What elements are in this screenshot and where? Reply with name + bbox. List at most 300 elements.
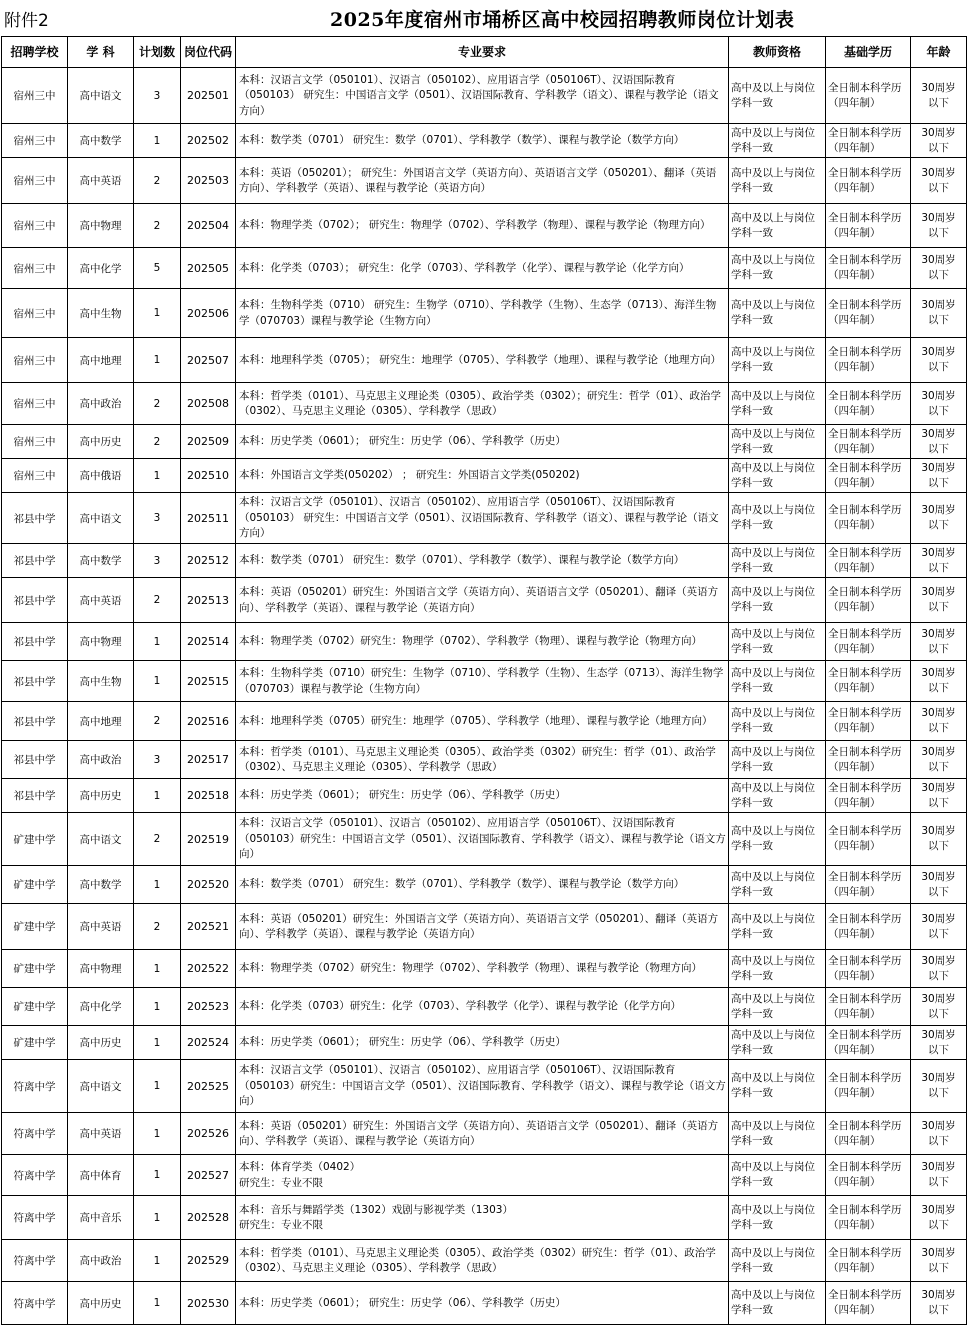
- cell-requirement-text: 本科：化学类（0703）； 研究生：化学（0703）、学科教学（化学）、课程与教学论（化学方向）: [239, 261, 690, 274]
- cell-count: 2: [134, 578, 181, 623]
- cell-qualification: [729, 1113, 826, 1155]
- cell-school: 祁县中学: [2, 741, 68, 779]
- cell-count: 1: [134, 779, 181, 813]
- cell-subject: 高中体育: [68, 1155, 134, 1196]
- cell-requirement: [236, 1026, 729, 1060]
- cell-count: 2: [134, 425, 181, 459]
- cell-school: 宿州三中: [2, 338, 68, 383]
- cell-education: [826, 124, 911, 158]
- cell-count: 2: [134, 204, 181, 248]
- cell-requirement-text: 本科：历史学类（0601）； 研究生：历史学（06）、学科教学（历史）: [239, 1036, 566, 1049]
- cell-requirement: [236, 1155, 729, 1196]
- cell-school: 祁县中学: [2, 702, 68, 741]
- cell-qualification-text: 高中及以上与岗位学科一致: [731, 1203, 815, 1231]
- cell-school: 符离中学: [2, 1282, 68, 1325]
- cell-qualification: [729, 866, 826, 904]
- cell-requirement-text: 本科：体育学类（0402） 研究生：专业不限: [239, 1161, 361, 1189]
- table-row: [2, 1026, 967, 1060]
- cell-count: 3: [134, 68, 181, 124]
- cell-subject: 高中历史: [68, 425, 134, 459]
- table-row: [2, 578, 967, 623]
- cell-education-text: 全日制本科学历（四年制）: [828, 992, 902, 1020]
- table-body: [2, 68, 967, 1325]
- cell-code: 202522: [181, 950, 236, 988]
- cell-requirement: [236, 1282, 729, 1325]
- cell-education: [826, 1026, 911, 1060]
- cell-qualification: [729, 383, 826, 425]
- cell-age-text: 30周岁以下: [921, 299, 956, 326]
- cell-count: 1: [134, 459, 181, 493]
- cell-qualification: [729, 623, 826, 661]
- cell-school: 矿建中学: [2, 813, 68, 866]
- table-row: [2, 158, 967, 204]
- table-row: [2, 741, 967, 779]
- cell-education-text: 全日制本科学历（四年制）: [828, 707, 902, 734]
- cell-qualification: [729, 425, 826, 459]
- cell-qualification: [729, 950, 826, 988]
- cell-education-text: 全日制本科学历（四年制）: [828, 211, 902, 239]
- cell-qualification: [729, 1282, 826, 1325]
- cell-code: 202526: [181, 1113, 236, 1155]
- cell-requirement-text: 本科：地理科学类（0705）； 研究生：地理学（0705）、学科教学（地理）、课程与教学论（地理方向）: [239, 353, 722, 366]
- cell-age-text: 30周岁以下: [921, 126, 956, 154]
- cell-requirement-text: 本科：哲学类（0101）、马克思主义理论类（0305）、政治学类（0302）研究生：哲学（01）、政治学（0302）、马克思主义理论（0305）、学科教学（思政）: [239, 1246, 716, 1274]
- cell-school: 符离中学: [2, 1113, 68, 1155]
- cell-requirement: [236, 68, 729, 124]
- table-row: [2, 459, 967, 493]
- table-row: [2, 950, 967, 988]
- cell-qualification: [729, 204, 826, 248]
- cell-requirement-text: 本科：英语（050201）研究生：外国语言文学（英语方向）、英语语言文学（050201）、翻译（英语方向）、学科教学（英语）、课程与教学论（英语方向）: [239, 1119, 719, 1147]
- cell-age-text: 30周岁以下: [921, 1119, 956, 1147]
- cell-education: [826, 661, 911, 702]
- cell-requirement: [236, 988, 729, 1026]
- cell-school: 符离中学: [2, 1060, 68, 1113]
- cell-education-text: 全日制本科学历（四年制）: [828, 1161, 902, 1188]
- cell-qualification-text: 高中及以上与岗位学科一致: [731, 707, 815, 734]
- cell-subject: 高中生物: [68, 289, 134, 338]
- cell-qualification-text: 高中及以上与岗位学科一致: [731, 627, 815, 655]
- cell-school: 符离中学: [2, 1155, 68, 1196]
- cell-requirement: [236, 813, 729, 866]
- cell-education-text: 全日制本科学历（四年制）: [828, 389, 902, 417]
- cell-qualification: [729, 661, 826, 702]
- cell-requirement: [236, 124, 729, 158]
- cell-code: 202507: [181, 338, 236, 383]
- cell-education: [826, 1155, 911, 1196]
- cell-requirement-text: 本科：化学类（0703）研究生：化学（0703）、学科教学（化学）、课程与教学论（化学方向）: [239, 1000, 681, 1013]
- cell-education: [826, 338, 911, 383]
- cell-requirement: [236, 544, 729, 578]
- cell-requirement-text: 本科：数学类（0701） 研究生：数学（0701）、学科教学（数学）、课程与教学论（数学方向）: [239, 134, 685, 147]
- cell-qualification: [729, 493, 826, 544]
- table-row: [2, 661, 967, 702]
- cell-requirement: [236, 493, 729, 544]
- cell-qualification-text: 高中及以上与岗位学科一致: [731, 126, 815, 154]
- cell-education: [826, 702, 911, 741]
- cell-requirement-text: 本科：地理科学类（0705）研究生：地理学（0705）、学科教学（地理）、课程与教学论（地理方向）: [239, 714, 713, 727]
- cell-education-text: 全日制本科学历（四年制）: [828, 1072, 902, 1099]
- cell-requirement-text: 本科：英语（050201）； 研究生：外国语言文学（英语方向）、英语语言文学（050201）、翻译（英语方向）、学科教学（英语）、课程与教学论（英语方向）: [239, 166, 717, 194]
- cell-age: [911, 1240, 967, 1282]
- cell-requirement: [236, 779, 729, 813]
- cell-age-text: 30周岁以下: [921, 211, 956, 239]
- cell-code: 202510: [181, 459, 236, 493]
- cell-count: 1: [134, 661, 181, 702]
- cell-subject: 高中英语: [68, 158, 134, 204]
- table-row: [2, 623, 967, 661]
- cell-qualification-text: 高中及以上与岗位学科一致: [731, 781, 815, 809]
- cell-count: 1: [134, 1282, 181, 1325]
- cell-requirement: [236, 904, 729, 950]
- cell-qualification-text: 高中及以上与岗位学科一致: [731, 870, 815, 898]
- cell-requirement-text: 本科：历史学类（0601）； 研究生：历史学（06）、学科教学（历史）: [239, 435, 566, 448]
- cell-qualification-text: 高中及以上与岗位学科一致: [731, 389, 815, 417]
- cell-code: 202529: [181, 1240, 236, 1282]
- cell-qualification-text: 高中及以上与岗位学科一致: [731, 912, 815, 940]
- cell-age: [911, 950, 967, 988]
- cell-count: 1: [134, 950, 181, 988]
- cell-requirement: [236, 338, 729, 383]
- cell-count: 2: [134, 702, 181, 741]
- cell-subject: 高中语文: [68, 68, 134, 124]
- cell-qualification: [729, 904, 826, 950]
- cell-code: 202515: [181, 661, 236, 702]
- cell-requirement: [236, 578, 729, 623]
- cell-code: 202525: [181, 1060, 236, 1113]
- cell-education: [826, 544, 911, 578]
- cell-requirement-text: 本科：哲学类（0101）、马克思主义理论类（0305）、政治学类（0302）；研究生：哲学（01）、政治学（0302）、马克思主义理论（0305）、学科教学（思政）: [239, 389, 722, 417]
- cell-code: 202512: [181, 544, 236, 578]
- cell-requirement-text: 本科：外国语言文学类(050202） ； 研究生：外国语言文学类(050202): [239, 469, 580, 482]
- cell-age: [911, 459, 967, 493]
- cell-school: 矿建中学: [2, 1026, 68, 1060]
- cell-education-text: 全日制本科学历（四年制）: [828, 745, 902, 773]
- cell-education: [826, 988, 911, 1026]
- cell-education: [826, 741, 911, 779]
- cell-requirement-text: 本科：数学类（0701） 研究生：数学（0701）、学科教学（数学）、课程与教学论（数学方向）: [239, 554, 685, 567]
- cell-education: [826, 493, 911, 544]
- cell-qualification-text: 高中及以上与岗位学科一致: [731, 1072, 815, 1099]
- cell-count: 2: [134, 383, 181, 425]
- cell-school: 宿州三中: [2, 383, 68, 425]
- cell-qualification-text: 高中及以上与岗位学科一致: [731, 1289, 815, 1316]
- cell-code: 202527: [181, 1155, 236, 1196]
- cell-school: 祁县中学: [2, 493, 68, 544]
- cell-code: 202513: [181, 578, 236, 623]
- cell-requirement-text: 本科：英语（050201）研究生：外国语言文学（英语方向）、英语语言文学（050201）、翻译（英语方向）、学科教学（英语）、课程与教学论（英语方向）: [239, 912, 719, 940]
- cell-requirement: [236, 866, 729, 904]
- cell-subject: 高中英语: [68, 1113, 134, 1155]
- cell-count: 3: [134, 544, 181, 578]
- cell-age-text: 30周岁以下: [921, 81, 956, 109]
- cell-school: 祁县中学: [2, 779, 68, 813]
- cell-school: 宿州三中: [2, 425, 68, 459]
- cell-age: [911, 248, 967, 289]
- cell-education: [826, 425, 911, 459]
- cell-age-text: 30周岁以下: [921, 627, 956, 655]
- cell-requirement-text: 本科：汉语言文学（050101）、汉语言（050102）、应用语言学（050106T）、汉语国际教育（050103） 研究生：中国语言文学（0501）、汉语国际教育、学科教学（语文）、课程与教学论（语文方向）: [239, 496, 719, 540]
- cell-subject: 高中生物: [68, 661, 134, 702]
- cell-age-text: 30周岁以下: [921, 1161, 956, 1188]
- cell-education-text: 全日制本科学历（四年制）: [828, 1203, 902, 1231]
- cell-education-text: 全日制本科学历（四年制）: [828, 627, 902, 655]
- cell-qualification: [729, 289, 826, 338]
- cell-school: 矿建中学: [2, 988, 68, 1026]
- cell-age-text: 30周岁以下: [921, 707, 956, 734]
- cell-education-text: 全日制本科学历（四年制）: [828, 1028, 902, 1056]
- cell-age: [911, 1155, 967, 1196]
- header-count: 计划数: [134, 37, 181, 68]
- header-requirement: 专业要求: [236, 37, 729, 68]
- cell-requirement: [236, 383, 729, 425]
- cell-age-text: 30周岁以下: [921, 1246, 956, 1274]
- cell-qualification: [729, 68, 826, 124]
- cell-school: 祁县中学: [2, 623, 68, 661]
- table-row: [2, 779, 967, 813]
- cell-age: [911, 813, 967, 866]
- cell-qualification-text: 高中及以上与岗位学科一致: [731, 1119, 815, 1147]
- cell-age: [911, 289, 967, 338]
- table-row: [2, 1113, 967, 1155]
- cell-requirement-text: 本科：汉语言文学（050101）、汉语言（050102）、应用语言学（050106T）、汉语国际教育（050103） 研究生：中国语言文学（0501）、汉语国际教育、学科教学（语文）、课程与教学论（语文方向）: [239, 73, 719, 117]
- cell-qualification: [729, 741, 826, 779]
- table-row: [2, 1155, 967, 1196]
- cell-age-text: 30周岁以下: [921, 954, 956, 982]
- cell-age-text: 30周岁以下: [921, 166, 956, 194]
- cell-count: 1: [134, 623, 181, 661]
- cell-count: 5: [134, 248, 181, 289]
- cell-qualification-text: 高中及以上与岗位学科一致: [731, 254, 815, 281]
- table-row: [2, 1282, 967, 1325]
- cell-qualification: [729, 459, 826, 493]
- cell-code: 202518: [181, 779, 236, 813]
- cell-qualification: [729, 544, 826, 578]
- cell-age: [911, 204, 967, 248]
- cell-requirement: [236, 459, 729, 493]
- cell-education-text: 全日制本科学历（四年制）: [828, 781, 902, 809]
- cell-qualification: [729, 1060, 826, 1113]
- cell-age: [911, 1282, 967, 1325]
- cell-qualification-text: 高中及以上与岗位学科一致: [731, 1161, 815, 1188]
- cell-education: [826, 383, 911, 425]
- cell-education-text: 全日制本科学历（四年制）: [828, 1289, 902, 1316]
- cell-age: [911, 578, 967, 623]
- cell-qualification-text: 高中及以上与岗位学科一致: [731, 825, 815, 852]
- cell-subject: 高中地理: [68, 338, 134, 383]
- cell-count: 1: [134, 338, 181, 383]
- cell-subject: 高中政治: [68, 741, 134, 779]
- cell-qualification: [729, 158, 826, 204]
- cell-requirement-text: 本科：生物科学类（0710）研究生：生物学（0710）、学科教学（生物）、生态学（0713）、海洋生物学（070703）课程与教学论（生物方向）: [239, 667, 724, 695]
- cell-qualification: [729, 1155, 826, 1196]
- title-bar: [0, 0, 967, 36]
- cell-qualification-text: 高中及以上与岗位学科一致: [731, 667, 815, 694]
- cell-subject: 高中政治: [68, 1240, 134, 1282]
- cell-age: [911, 988, 967, 1026]
- cell-age: [911, 1026, 967, 1060]
- cell-school: 矿建中学: [2, 866, 68, 904]
- cell-education-text: 全日制本科学历（四年制）: [828, 166, 902, 194]
- cell-age: [911, 623, 967, 661]
- cell-education-text: 全日制本科学历（四年制）: [828, 667, 902, 694]
- cell-requirement-text: 本科：物理学类（0702）研究生：物理学（0702）、学科教学（物理）、课程与教学论（物理方向）: [239, 962, 702, 975]
- cell-age-text: 30周岁以下: [921, 912, 956, 940]
- cell-education-text: 全日制本科学历（四年制）: [828, 1246, 902, 1274]
- table-row: [2, 248, 967, 289]
- cell-requirement-text: 本科：历史学类（0601）； 研究生：历史学（06）、学科教学（历史）: [239, 1296, 566, 1309]
- cell-code: 202502: [181, 124, 236, 158]
- cell-requirement: [236, 661, 729, 702]
- cell-code: 202530: [181, 1282, 236, 1325]
- cell-education-text: 全日制本科学历（四年制）: [828, 427, 902, 455]
- table-row: [2, 124, 967, 158]
- cell-code: 202521: [181, 904, 236, 950]
- cell-code: 202508: [181, 383, 236, 425]
- cell-qualification-text: 高中及以上与岗位学科一致: [731, 586, 815, 613]
- cell-age: [911, 1196, 967, 1240]
- cell-age: [911, 741, 967, 779]
- cell-code: 202511: [181, 493, 236, 544]
- cell-qualification: [729, 702, 826, 741]
- cell-education: [826, 779, 911, 813]
- cell-subject: 高中化学: [68, 988, 134, 1026]
- table-row: [2, 1240, 967, 1282]
- cell-subject: 高中物理: [68, 204, 134, 248]
- cell-requirement: [236, 204, 729, 248]
- cell-code: 202503: [181, 158, 236, 204]
- cell-age: [911, 1060, 967, 1113]
- cell-subject: 高中历史: [68, 1282, 134, 1325]
- cell-requirement: [236, 1113, 729, 1155]
- table-row: [2, 425, 967, 459]
- cell-education: [826, 204, 911, 248]
- cell-school: 符离中学: [2, 1196, 68, 1240]
- cell-age-text: 30周岁以下: [921, 389, 956, 417]
- cell-school: 祁县中学: [2, 578, 68, 623]
- cell-education-text: 全日制本科学历（四年制）: [828, 586, 902, 613]
- cell-age-text: 30周岁以下: [921, 781, 956, 809]
- cell-code: 202506: [181, 289, 236, 338]
- cell-age: [911, 1113, 967, 1155]
- cell-requirement: [236, 289, 729, 338]
- cell-education: [826, 158, 911, 204]
- cell-code: 202524: [181, 1026, 236, 1060]
- cell-qualification-text: 高中及以上与岗位学科一致: [731, 1246, 815, 1274]
- cell-code: 202514: [181, 623, 236, 661]
- cell-code: 202516: [181, 702, 236, 741]
- cell-education: [826, 1113, 911, 1155]
- cell-subject: 高中历史: [68, 1026, 134, 1060]
- cell-subject: 高中音乐: [68, 1196, 134, 1240]
- table-row: [2, 702, 967, 741]
- table-header-row: [2, 37, 967, 68]
- cell-education-text: 全日制本科学历（四年制）: [828, 954, 902, 982]
- table-row: [2, 383, 967, 425]
- cell-qualification-text: 高中及以上与岗位学科一致: [731, 81, 815, 109]
- cell-requirement: [236, 1240, 729, 1282]
- cell-count: 2: [134, 158, 181, 204]
- cell-qualification: [729, 248, 826, 289]
- cell-subject: 高中英语: [68, 578, 134, 623]
- header-age: 年龄: [911, 37, 967, 68]
- cell-qualification: [729, 779, 826, 813]
- cell-age-text: 30周岁以下: [921, 667, 956, 694]
- cell-age-text: 30周岁以下: [921, 1203, 956, 1231]
- cell-code: 202517: [181, 741, 236, 779]
- cell-requirement-text: 本科：汉语言文学（050101）、汉语言（050102）、应用语言学（050106T）、汉语国际教育（050103）研究生：中国语言文学（0501）、汉语国际教育、学科教学（语文）、课程与教学论（语文方向）: [239, 1064, 726, 1108]
- cell-education-text: 全日制本科学历（四年制）: [828, 299, 902, 326]
- cell-requirement: [236, 1196, 729, 1240]
- cell-count: 3: [134, 493, 181, 544]
- cell-school: 宿州三中: [2, 204, 68, 248]
- cell-subject: 高中数学: [68, 124, 134, 158]
- cell-code: 202505: [181, 248, 236, 289]
- cell-count: 1: [134, 289, 181, 338]
- cell-education: [826, 68, 911, 124]
- cell-count: 1: [134, 1240, 181, 1282]
- cell-code: 202519: [181, 813, 236, 866]
- cell-count: 1: [134, 1113, 181, 1155]
- cell-school: 符离中学: [2, 1240, 68, 1282]
- table-row: [2, 544, 967, 578]
- cell-qualification-text: 高中及以上与岗位学科一致: [731, 992, 815, 1020]
- header-education: 基础学历: [826, 37, 911, 68]
- cell-subject: 高中数学: [68, 544, 134, 578]
- cell-subject: 高中数学: [68, 866, 134, 904]
- cell-qualification-text: 高中及以上与岗位学科一致: [731, 299, 815, 326]
- cell-subject: 高中化学: [68, 248, 134, 289]
- cell-age-text: 30周岁以下: [921, 427, 956, 455]
- cell-education-text: 全日制本科学历（四年制）: [828, 346, 902, 373]
- cell-requirement-text: 本科：生物科学类（0710） 研究生：生物学（0710）、学科教学（生物）、生态学（0713）、海洋生物学（070703）课程与教学论（生物方向）: [239, 299, 717, 327]
- page-title: 2025年度宿州市埇桥区高中校园招聘教师岗位计划表: [330, 9, 795, 31]
- cell-education: [826, 289, 911, 338]
- cell-age: [911, 338, 967, 383]
- cell-age: [911, 544, 967, 578]
- cell-count: 1: [134, 866, 181, 904]
- table-row: [2, 866, 967, 904]
- cell-requirement-text: 本科：哲学类（0101）、马克思主义理论类（0305）、政治学类（0302）研究生：哲学（01）、政治学（0302）、马克思主义理论（0305）、学科教学（思政）: [239, 745, 716, 773]
- cell-subject: 高中物理: [68, 623, 134, 661]
- cell-subject: 高中物理: [68, 950, 134, 988]
- cell-age-text: 30周岁以下: [921, 870, 956, 898]
- cell-count: 1: [134, 1155, 181, 1196]
- cell-count: 1: [134, 1026, 181, 1060]
- cell-age: [911, 68, 967, 124]
- cell-subject: 高中语文: [68, 1060, 134, 1113]
- cell-age-text: 30周岁以下: [921, 254, 956, 281]
- cell-qualification-text: 高中及以上与岗位学科一致: [731, 745, 815, 773]
- cell-education: [826, 813, 911, 866]
- cell-count: 3: [134, 741, 181, 779]
- cell-qualification: [729, 988, 826, 1026]
- cell-subject: 高中历史: [68, 779, 134, 813]
- cell-qualification: [729, 813, 826, 866]
- cell-age: [911, 383, 967, 425]
- cell-education: [826, 866, 911, 904]
- cell-school: 宿州三中: [2, 68, 68, 124]
- cell-requirement: [236, 425, 729, 459]
- cell-qualification: [729, 1196, 826, 1240]
- cell-subject: 高中语文: [68, 813, 134, 866]
- cell-age: [911, 702, 967, 741]
- cell-education-text: 全日制本科学历（四年制）: [828, 546, 902, 574]
- cell-requirement-text: 本科：物理学类（0702）研究生：物理学（0702）、学科教学（物理）、课程与教学论（物理方向）: [239, 635, 702, 648]
- cell-age: [911, 425, 967, 459]
- cell-school: 宿州三中: [2, 248, 68, 289]
- cell-education-text: 全日制本科学历（四年制）: [828, 825, 902, 852]
